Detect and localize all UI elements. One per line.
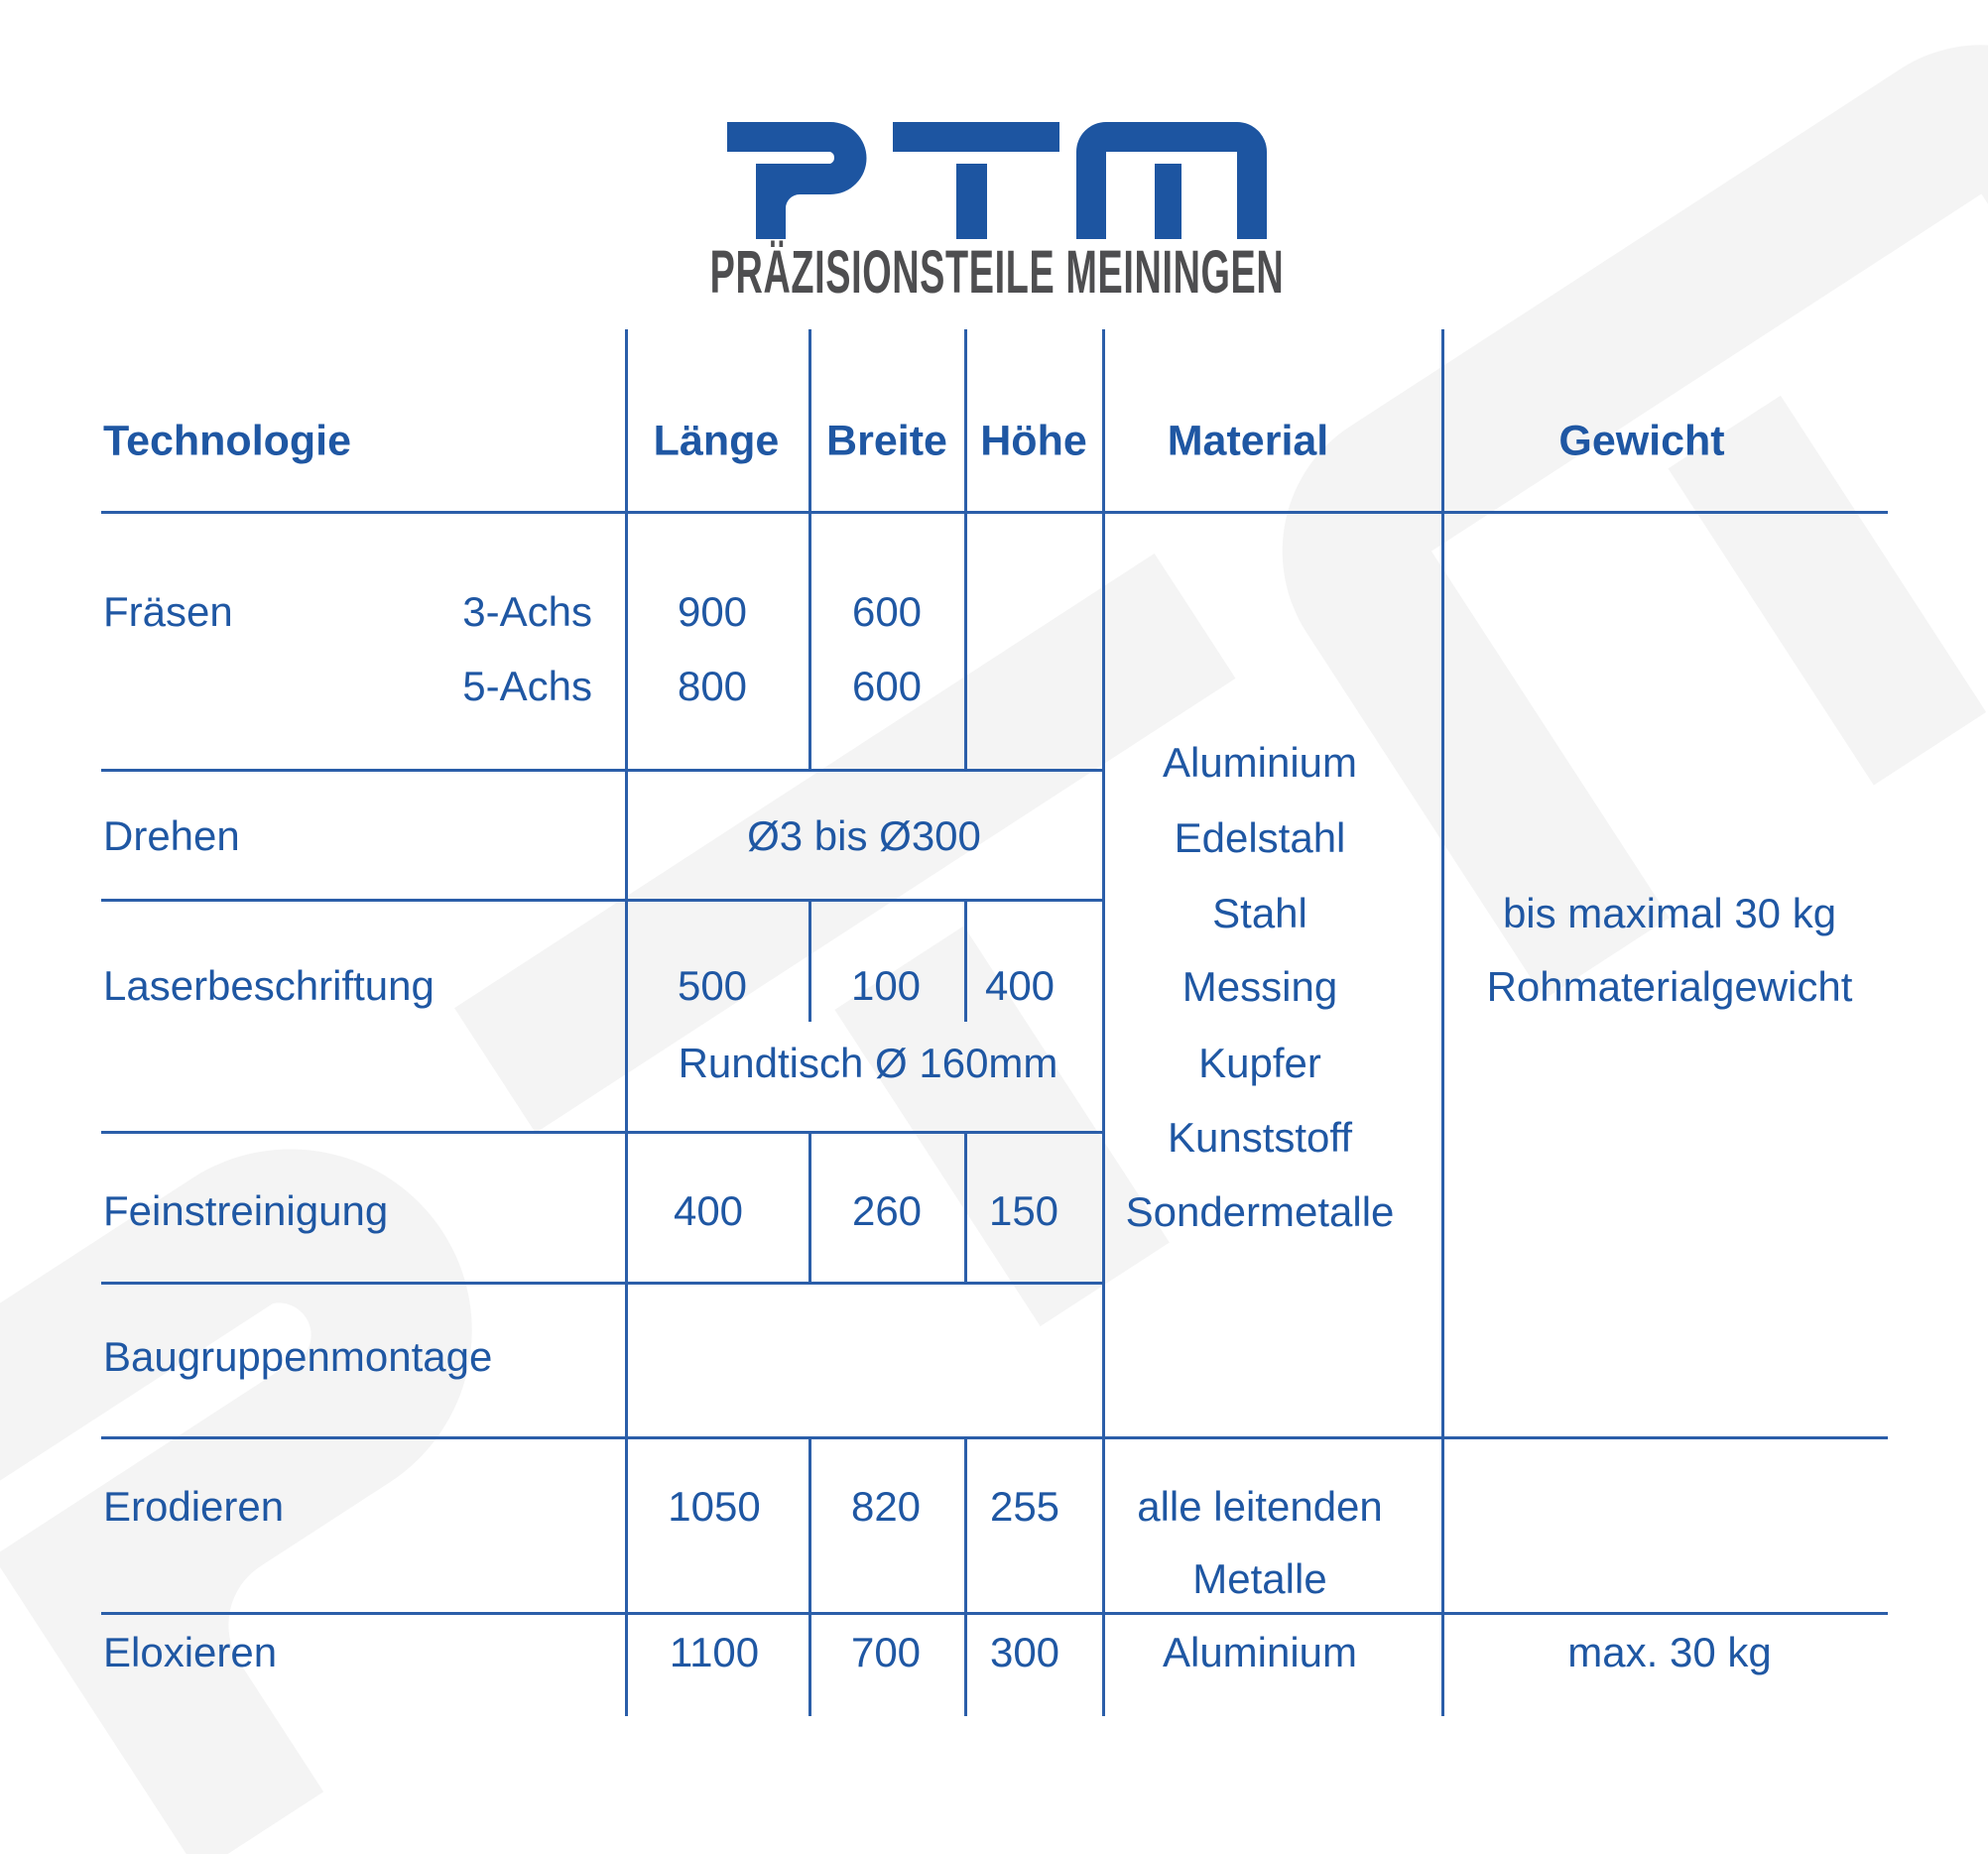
ptm-logo-icon bbox=[727, 122, 1267, 239]
laser-label: Laserbeschriftung bbox=[103, 962, 435, 1009]
fraesen-3achs-laenge: 900 bbox=[677, 588, 748, 635]
erodieren-label: Erodieren bbox=[103, 1483, 285, 1530]
divider-breite-hoehe-bottom bbox=[964, 1436, 967, 1716]
divider-laenge-breite-feinst bbox=[808, 1131, 811, 1282]
col-header-breite: Breite bbox=[826, 417, 947, 465]
erodieren-breite: 820 bbox=[850, 1483, 922, 1530]
feinstreinigung-breite: 260 bbox=[851, 1187, 923, 1234]
divider-breite-hoehe-laser bbox=[964, 899, 967, 1022]
erodieren-material-line2: Metalle bbox=[1192, 1555, 1327, 1602]
fraesen-5achs-laenge: 800 bbox=[677, 663, 748, 709]
feinstreinigung-laenge: 400 bbox=[673, 1187, 744, 1234]
material-item: Kupfer bbox=[1198, 1040, 1321, 1086]
eloxieren-gewicht: max. 30 kg bbox=[1567, 1629, 1772, 1675]
laser-hoehe: 400 bbox=[984, 962, 1056, 1009]
feinstreinigung-hoehe: 150 bbox=[988, 1187, 1059, 1234]
divider-below-header bbox=[101, 511, 1888, 514]
gewicht-note-line2: Rohmaterialgewicht bbox=[1486, 963, 1853, 1010]
material-item: Aluminium bbox=[1162, 739, 1358, 786]
col-header-material: Material bbox=[1167, 417, 1329, 465]
col-header-hoehe: Höhe bbox=[980, 417, 1087, 465]
fraesen-5achs-name: 5-Achs bbox=[462, 663, 592, 709]
erodieren-hoehe: 255 bbox=[989, 1483, 1060, 1530]
divider-below-feinstreinigung bbox=[101, 1282, 1104, 1285]
gewicht-note-line1: bis maximal 30 kg bbox=[1502, 890, 1837, 936]
feinstreinigung-label: Feinstreinigung bbox=[103, 1187, 389, 1234]
fraesen-3achs-breite: 600 bbox=[851, 588, 923, 635]
divider-below-fraesen bbox=[101, 769, 1104, 772]
divider-technologie-laenge bbox=[625, 329, 628, 1716]
divider-breite-hoehe-top bbox=[964, 329, 967, 769]
eloxieren-breite: 700 bbox=[850, 1629, 922, 1675]
drehen-label: Drehen bbox=[103, 812, 240, 859]
eloxieren-laenge: 1100 bbox=[669, 1629, 760, 1675]
col-header-technologie: Technologie bbox=[103, 417, 352, 465]
material-item: Edelstahl bbox=[1174, 814, 1346, 861]
divider-below-baugruppenmontage bbox=[101, 1436, 1888, 1439]
erodieren-material-line1: alle leitenden bbox=[1137, 1483, 1383, 1530]
material-item: Sondermetalle bbox=[1125, 1188, 1395, 1235]
divider-laenge-breite-bottom bbox=[808, 1436, 811, 1716]
divider-below-drehen bbox=[101, 899, 1104, 902]
fraesen-label: Fräsen bbox=[103, 588, 233, 635]
logo-tagline: PRÄZISIONSTEILE MEININGEN bbox=[709, 238, 1285, 306]
fraesen-3achs-name: 3-Achs bbox=[462, 588, 592, 635]
divider-material-gewicht bbox=[1441, 329, 1444, 1716]
material-item: Kunststoff bbox=[1167, 1114, 1353, 1161]
col-header-gewicht: Gewicht bbox=[1558, 417, 1725, 465]
laser-laenge: 500 bbox=[677, 962, 748, 1009]
laser-note: Rundtisch Ø 160mm bbox=[678, 1040, 1058, 1086]
divider-below-laser bbox=[101, 1131, 1104, 1134]
eloxieren-hoehe: 300 bbox=[989, 1629, 1060, 1675]
baugruppenmontage-label: Baugruppenmontage bbox=[103, 1333, 493, 1380]
divider-breite-hoehe-feinst bbox=[964, 1131, 967, 1282]
erodieren-laenge: 1050 bbox=[668, 1483, 761, 1530]
eloxieren-material: Aluminium bbox=[1162, 1629, 1358, 1675]
divider-below-erodieren bbox=[101, 1612, 1888, 1615]
material-item: Messing bbox=[1181, 963, 1338, 1010]
divider-laenge-breite-laser bbox=[808, 899, 811, 1022]
fraesen-5achs-breite: 600 bbox=[851, 663, 923, 709]
material-item: Stahl bbox=[1212, 890, 1307, 936]
col-header-laenge: Länge bbox=[653, 417, 780, 465]
divider-hoehe-material bbox=[1102, 329, 1105, 1716]
divider-laenge-breite-top bbox=[808, 329, 811, 769]
drehen-range: Ø3 bis Ø300 bbox=[747, 812, 981, 859]
eloxieren-label: Eloxieren bbox=[103, 1629, 278, 1675]
laser-breite: 100 bbox=[850, 962, 922, 1009]
